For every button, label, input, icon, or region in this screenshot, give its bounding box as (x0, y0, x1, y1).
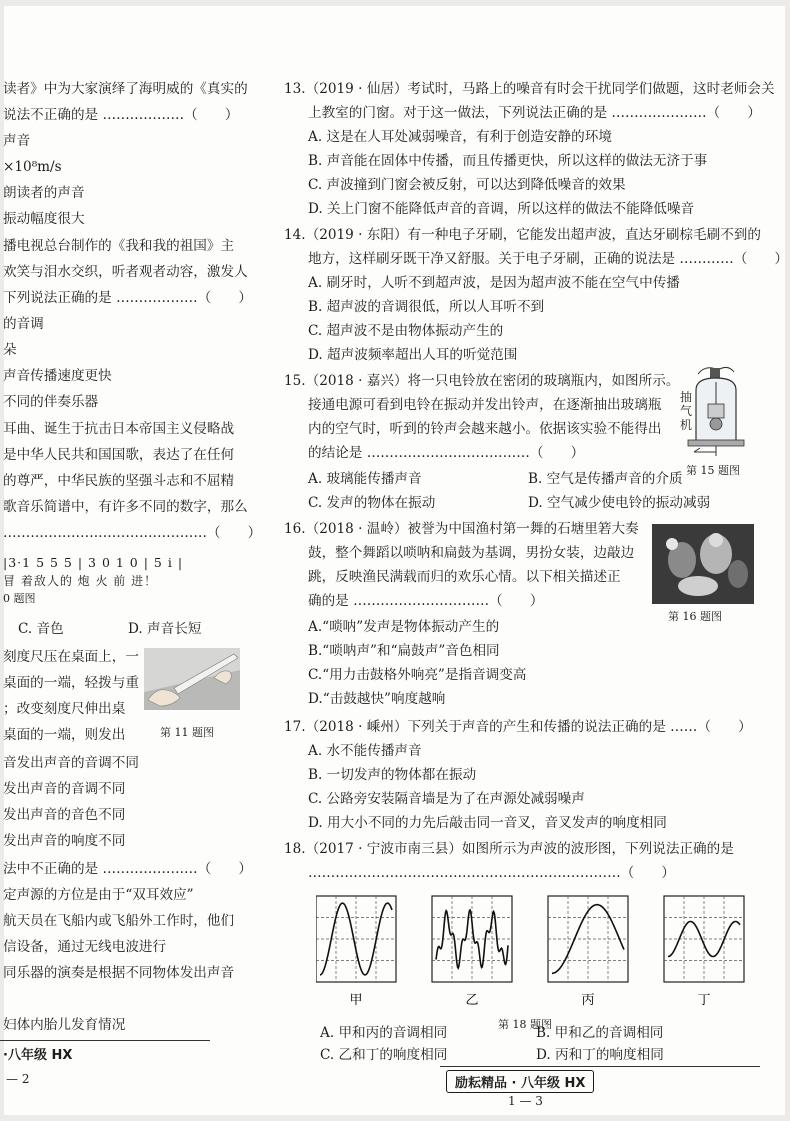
left-page-number: — 2 (6, 1072, 30, 1086)
figure-caption: 第 18 题图 (498, 1018, 552, 1031)
left-line: 桌面的一端，则发出 (3, 727, 126, 743)
q18-stem: ……………………………………………………………（ ） (308, 865, 676, 881)
q15-stem: 15.（2018 · 嘉兴）将一只电铃放在密闭的玻璃瓶内，如图所示。 (284, 373, 680, 389)
q16-option-c: C.“用力击鼓格外响亮”是指音调变高 (308, 667, 527, 683)
q17-stem: 17.（2018 · 嵊州）下列关于声音的产生和传播的说法正确的是 ……（ ） (284, 719, 752, 735)
q15-stem: 内的空气时，听到的铃声会越来越小。依据该实验不能得出 (308, 421, 662, 437)
wave-label: 丙 (581, 993, 595, 1008)
left-line: 振动幅度很大 (3, 211, 85, 227)
option-c: C. 音色 (18, 621, 64, 637)
q16-option-a: A.“唢呐”发声是物体振动产生的 (308, 619, 500, 635)
left-line: 读者》中为大家演绎了海明威的《真实的 (3, 81, 248, 97)
left-line: 信设备，通过无线电波进行 (3, 939, 167, 955)
left-column (0, 78, 262, 1098)
q14-option-a: A. 刷牙时，人听不到超声波，是因为超声波不能在空气中传播 (308, 275, 680, 291)
wave-ding (664, 896, 744, 1008)
q16-option-b: B.“唢呐声”和“扁鼓声”音色相同 (308, 643, 500, 659)
drum-dance-photo (652, 524, 754, 604)
left-line: 歌音乐简谱中，有许多不同的数字，那么 (3, 499, 248, 515)
q16-stem: 确的是 …………………………（ ） (308, 593, 544, 609)
q16-option-d: D.“击鼓越快”响度越响 (308, 691, 446, 707)
left-line: 欢笑与泪水交织，听者观者动容，激发人 (3, 264, 248, 280)
ruler-desk-figure (144, 648, 240, 710)
wave-label: 乙 (465, 993, 479, 1008)
left-line: 同乐器的演奏是根据不同物体发出声音 (3, 965, 235, 981)
music-score-numbers: |3·1 5 5 5 | 3 0 1 0 | 5 i | (3, 555, 184, 570)
pump-label: 抽气机 (680, 390, 693, 432)
q15-option-a: A. 玻璃能传播声音 (308, 471, 422, 487)
figure-caption: 第 16 题图 (668, 610, 722, 623)
q13-option-d: D. 关上门窗不能降低声音的音调，所以这样的做法不能降低噪音 (308, 201, 695, 217)
left-option: 发出声音的响度不同 (3, 833, 126, 849)
left-option: 发出声音的音色不同 (3, 807, 126, 823)
footer-rule (0, 1040, 210, 1041)
q17-option-d: D. 用大小不同的力先后敲击同一音叉，音叉发声的响度相同 (308, 815, 667, 831)
q13-option-c: C. 声波撞到门窗会被反射，可以达到降低噪音的效果 (308, 177, 626, 193)
q16-stem: 鼓，整个舞蹈以唢呐和扁鼓为基调，男扮女装，边敲边 (308, 545, 635, 561)
left-footer-label: ·八年级 HX (3, 1048, 73, 1063)
q18-option-d: D. 丙和丁的响度相同 (536, 1047, 664, 1063)
q18-option-c: C. 乙和丁的响度相同 (320, 1047, 448, 1063)
left-line: 航天员在飞船内或飞船外工作时，他们 (3, 913, 235, 929)
q13-stem: 上教室的门窗。对于这一做法，下列说法正确的是 …………………（ ） (308, 105, 761, 121)
q16-stem: 跳，反映渔民满载而归的欢乐心情。以下相关描述正 (308, 569, 621, 585)
wave-label: 丁 (697, 993, 711, 1008)
footer-rule (440, 1066, 760, 1067)
wave-yi (432, 896, 512, 1008)
q17-option-b: B. 一切发声的物体都在振动 (308, 767, 477, 783)
left-line: 声音 (3, 133, 31, 149)
q16-stem: 16.（2018 · 温岭）被誉为中国渔村第一舞的石塘里箬大奏 (284, 521, 639, 537)
left-line: ；改变刻度尺伸出桌 (3, 701, 126, 717)
q18-stem: 18.（2017 · 宁波市南三县）如图所示为声波的波形图，下列说法正确的是 (284, 841, 734, 857)
left-line: 耳曲、诞生于抗击日本帝国主义侵略战 (3, 421, 235, 437)
left-line: 朗读者的声音 (3, 185, 85, 201)
left-line: 的尊严，中华民族的坚强斗志和不屈精 (3, 473, 235, 489)
q14-stem: 14.（2019 · 东阳）有一种电子牙刷，它能发出超声波，直达牙刷棕毛刷不到的 (284, 227, 761, 243)
left-line: 刻度尺压在桌面上，一 (3, 649, 139, 665)
q14-stem: 地方，这样刷牙既干净又舒服。关于电子牙刷，正确的说法是 …………（ ） (308, 251, 789, 267)
q15-stem: 接通电源可看到电铃在振动并发出铃声，在逐渐抽出玻璃瓶 (308, 397, 662, 413)
left-line: 定声源的方位是由于“双耳效应” (3, 887, 194, 903)
q18-option-a: A. 甲和丙的音调相同 (320, 1025, 448, 1041)
waveform-figure (316, 892, 756, 1012)
left-line: ×10⁸m/s (3, 159, 62, 175)
q17-option-a: A. 水不能传播声音 (308, 743, 422, 759)
left-line: 朵 (3, 342, 17, 358)
right-page-number: 1 — 3 (508, 1094, 543, 1108)
left-line: 是中华人民共和国国歌，表达了在任何 (3, 447, 235, 463)
left-line: 的音调 (3, 316, 44, 332)
music-score-lyrics: 冒 着敌人的 炮 火 前 进！ (3, 574, 158, 588)
left-line: 下列说法正确的是 ………………（ ） (3, 290, 253, 306)
figure-caption: 0 题图 (3, 592, 36, 605)
q13-option-a: A. 这是在人耳处减弱噪音，有利于创造安静的环境 (308, 129, 612, 145)
q15-stem: 的结论是 ………………………………（ ） (308, 445, 585, 461)
q14-option-b: B. 超声波的音调很低，所以人耳听不到 (308, 299, 545, 315)
q13-option-b: B. 声音能在固体中传播，而且传播更快，所以这样的做法无济于事 (308, 153, 708, 169)
q15-option-d: D. 空气减少使电铃的振动减弱 (528, 495, 711, 511)
wave-jia (316, 896, 396, 1008)
left-line: ………………………………………（ ） (3, 525, 262, 541)
left-line: 不同的伴奏乐器 (3, 394, 99, 410)
figure-caption: 第 15 题图 (686, 464, 740, 477)
q13-stem: 13.（2019 · 仙居）考试时，马路上的噪音有时会干扰同学们做题，这时老师会关 (284, 81, 775, 97)
left-line: 桌面的一端，轻拨与重 (3, 675, 139, 691)
left-line: 声音传播速度更快 (3, 368, 112, 384)
left-line: 说法不正确的是 ………………（ ） (3, 107, 239, 123)
q18-option-b: B. 甲和乙的音调相同 (536, 1025, 664, 1041)
left-line: 妇体内胎儿发育情况 (3, 1017, 126, 1033)
q14-option-d: D. 超声波频率超出人耳的听觉范围 (308, 347, 518, 363)
wave-label: 甲 (349, 993, 363, 1008)
left-option: 音发出声音的音调不同 (3, 755, 139, 771)
option-d: D. 声音长短 (128, 621, 202, 637)
q15-option-b: B. 空气是传播声音的介质 (528, 471, 683, 487)
footer-brand: 励耘精品 · 八年级 HX (446, 1070, 594, 1093)
wave-bing (548, 896, 628, 1008)
q14-option-c: C. 超声波不是由物体振动产生的 (308, 323, 504, 339)
left-line: 播电视总台制作的《我和我的祖国》主 (3, 238, 235, 254)
left-line: 法中不正确的是 …………………（ ） (3, 861, 253, 877)
figure-caption: 第 11 题图 (160, 726, 214, 739)
q15-option-c: C. 发声的物体在振动 (308, 495, 436, 511)
q17-option-c: C. 公路旁安装隔音墙是为了在声源处减弱噪声 (308, 791, 585, 807)
left-option: 发出声音的音调不同 (3, 781, 126, 797)
